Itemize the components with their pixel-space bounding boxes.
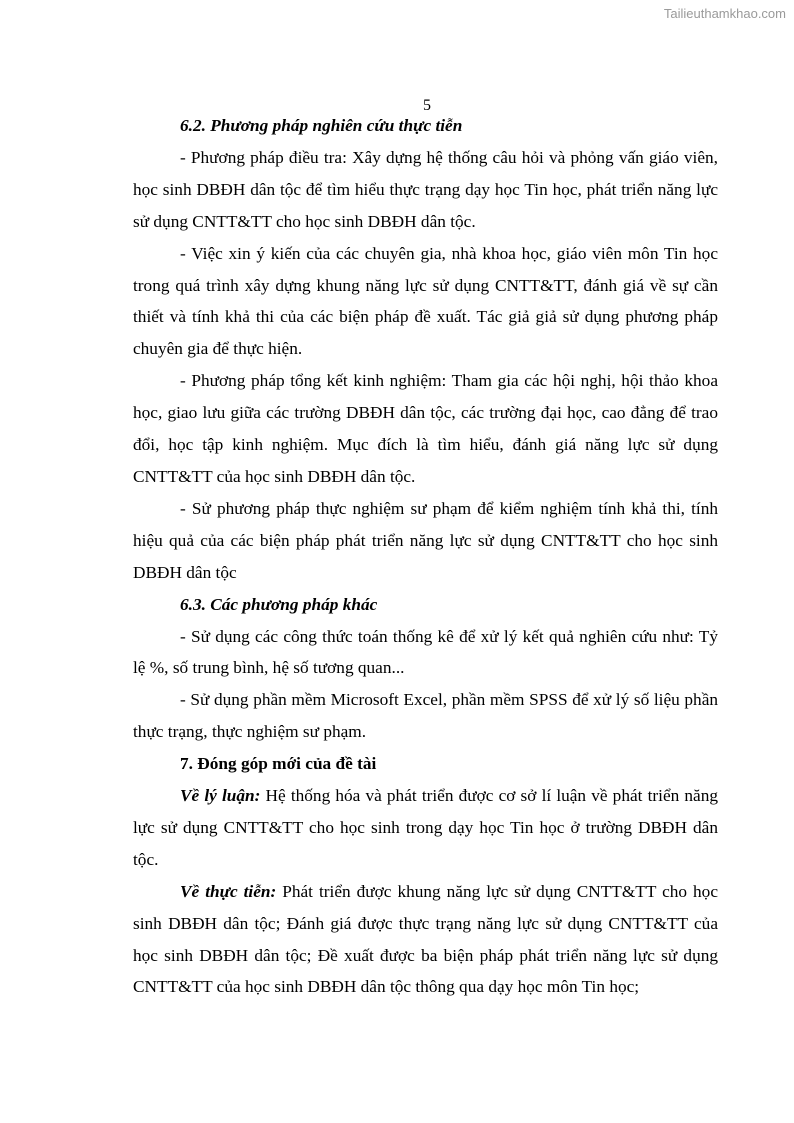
- section-heading-7: 7. Đóng góp mới của đề tài: [180, 754, 377, 774]
- paragraph-text: Hệ thống hóa và phát triển được cơ sở lí luận về phát triển năng lực sử dụng CNTT&TT cho học sinh trong dạy học Tin học ở trường DBĐH dân tộc.: [133, 786, 718, 869]
- paragraph-text: Phát triển được khung năng lực sử dụng CNTT&TT cho học sinh DBĐH dân tộc; Đánh giá được thực trạng năng lực sử dụng CNTT&TT của học sinh DBĐH dân tộc; Đề xuất được ba biện pháp phát triển năng lực sử dụng CNTT&TT của học sinh DBĐH dân tộc thông qua dạy học môn Tin học;: [133, 881, 718, 997]
- paragraph: - Sử dụng các công thức toán thống kê để xử lý kết quả nghiên cứu như: Tỷ lệ %, số trung bình, hệ số tương quan...: [133, 626, 718, 678]
- paragraph: - Sử dụng phần mềm Microsoft Excel, phần mềm SPSS để xử lý số liệu phần thực trạng, thực nghiệm sư phạm.: [133, 690, 718, 742]
- paragraph-practice: [133, 876, 718, 1004]
- paragraph: - Việc xin ý kiến của các chuyên gia, nhà khoa học, giáo viên môn Tin học trong quá trình xây dựng khung năng lực sử dụng CNTT&TT, đánh giá về sự cần thiết và tính khả thi của các biện pháp đề xuất. Tác giả giả sử dụng phương pháp chuyên gia để thực hiện.: [133, 243, 718, 359]
- document-body: [133, 110, 718, 1003]
- page-number: 5: [423, 97, 431, 114]
- paragraph-theory: [133, 780, 718, 876]
- watermark: Tailieuthamkhao.com: [663, 6, 786, 21]
- paragraph: - Sử phương pháp thực nghiệm sư phạm để kiểm nghiệm tính khả thi, tính hiệu quả của các biện pháp phát triển năng lực sử dụng CNTT&TT cho học sinh DBĐH dân tộc: [133, 498, 718, 582]
- paragraph: - Phương pháp tổng kết kinh nghiệm: Tham gia các hội nghị, hội thảo khoa học, giao lưu giữa các trường DBĐH dân tộc, các trường đại học, cao đẳng để trao đổi, học tập kinh nghiệm. Mục đích là tìm hiểu, đánh giá năng lực sử dụng CNTT&TT của học sinh DBĐH dân tộc.: [133, 371, 718, 486]
- section-heading-6-3: 6.3. Các phương pháp khác: [180, 594, 378, 614]
- lead-practice: Về thực tiễn:: [180, 881, 277, 901]
- section-heading-6-2: 6.2. Phương pháp nghiên cứu thực tiễn: [180, 116, 463, 135]
- paragraph: - Phương pháp điều tra: Xây dựng hệ thống câu hỏi và phỏng vấn giáo viên, học sinh DBĐH dân tộc để tìm hiểu thực trạng dạy học Tin học, phát triển năng lực sử dụng CNTT&TT cho học sinh DBĐH dân tộc.: [133, 147, 718, 231]
- lead-theory: Về lý luận:: [180, 786, 261, 806]
